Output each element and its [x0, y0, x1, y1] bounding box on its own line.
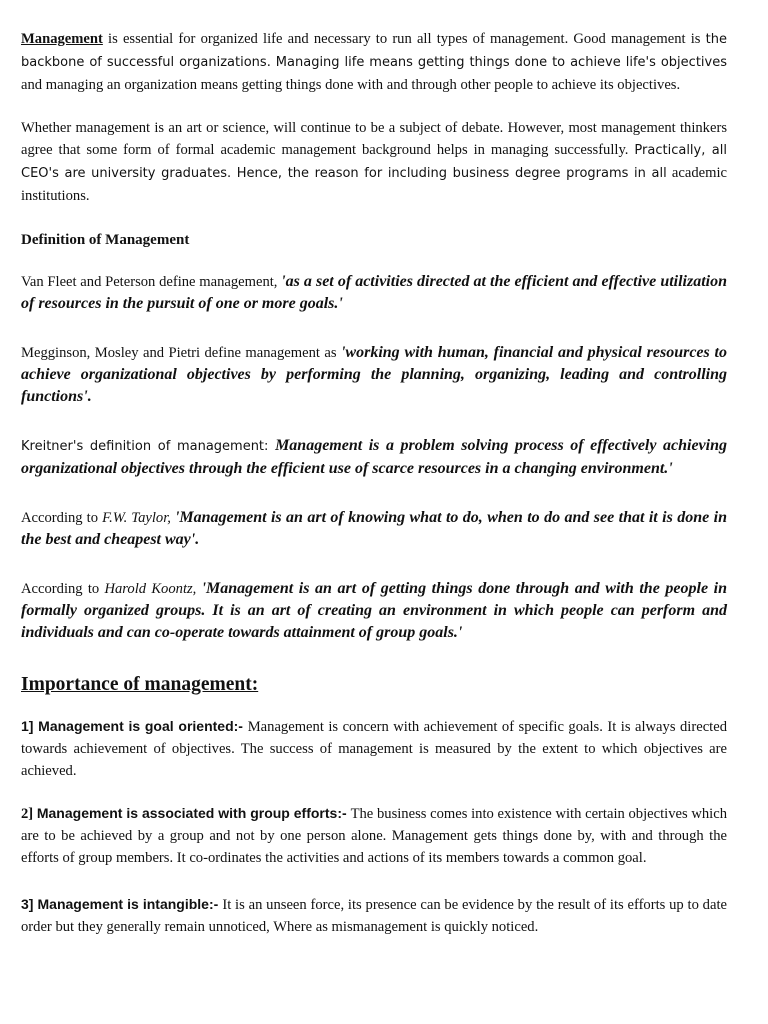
- definition-koontz: [21, 578, 727, 644]
- point-lead: 1] Management is goal oriented:-: [21, 718, 248, 734]
- point-text: It is an unseen force, its presence can be evidence by the result of its efforts up to date order but they generally remain unnoticed, Where as mismanagement is quickly noticed.: [21, 897, 727, 935]
- importance-point-1: [21, 715, 727, 782]
- point-text: The business comes into existence with certain objectives which are to be achieved by a group and not by one person alone. Management gets things done by, with and through the efforts of group members. It co-ordinates the activities and actions of its members towards a common goal.: [21, 806, 727, 866]
- definition-kreitner: [21, 435, 727, 480]
- definition-prefix: According to: [21, 581, 105, 597]
- definition-author: Harold Koontz,: [104, 581, 202, 597]
- definition-quote: 'Management is an art of knowing what to do, when to do and see that it is done in the best and cheapest way'.: [21, 509, 727, 548]
- intro-sentence-2: the backbone of successful organizations. Managing life means getting things done to achieve life's objectives: [21, 32, 727, 70]
- definition-author: F.W. Taylor,: [102, 510, 175, 526]
- definition-van-fleet: [21, 271, 727, 315]
- definition-prefix: Kreitner's definition of management:: [21, 439, 276, 454]
- intro-term: Management: [21, 31, 103, 47]
- point-lead: 3] Management is intangible:-: [21, 896, 223, 912]
- debate-paragraph: [21, 117, 727, 207]
- definition-prefix: According to: [21, 510, 103, 526]
- definition-quote: 'working with human, financial and physical resources to achieve organizational objectives by performing the planning, organizing, leading and controlling functions'.: [21, 344, 727, 405]
- definition-taylor: [21, 507, 727, 551]
- point-text: Management is concern with achievement of specific goals. It is always directed towards achievement of objectives. The success of management is measured by the extent to which objectives are achieved.: [21, 719, 727, 779]
- importance-point-2: [21, 802, 727, 869]
- debate-part-2: Practically, all CEO's are university graduates. Hence, the reason for including business degree programs in all: [21, 143, 727, 181]
- definition-heading: Definition of Management: [21, 232, 190, 248]
- intro-sentence-3: and managing an organization means getting things done with and through other people to achieve its objectives.: [21, 77, 681, 93]
- point-number: 2]: [21, 806, 37, 822]
- definition-quote: Management is a problem solving process of effectively achieving organizational objectives through the efficient use of scarce resources in a changing environment.': [21, 437, 727, 477]
- intro-paragraph: [21, 28, 727, 96]
- definition-quote: 'as a set of activities directed at the efficient and effective utilization of resources in the pursuit of one or more goals.': [21, 273, 728, 312]
- point-lead: Management is associated with group efforts:-: [36, 805, 351, 821]
- definition-quote: 'Management is an art of getting things done through and with the people in formally organized groups. It is an art of creating an environment in which people can perform and individuals and can co-operate towards attainment of group goals.': [21, 580, 727, 641]
- definition-prefix: Megginson, Mosley and Pietri define management as: [21, 345, 341, 361]
- definition-megginson: [21, 342, 727, 408]
- intro-sentence-1: is essential for organized life and necessary to run all types of management. Good management is: [102, 31, 706, 47]
- definition-prefix: Van Fleet and Peterson define management,: [21, 274, 282, 290]
- debate-part-3: academic institutions.: [21, 165, 727, 204]
- document-page: [21, 28, 727, 938]
- debate-part-1: Whether management is an art or science, will continue to be a subject of debate. However, most management thinkers agree that some form of formal academic management background helps in managing successfully.: [21, 120, 727, 158]
- importance-point-3: [21, 893, 727, 938]
- importance-heading: Importance of management:: [21, 674, 259, 695]
